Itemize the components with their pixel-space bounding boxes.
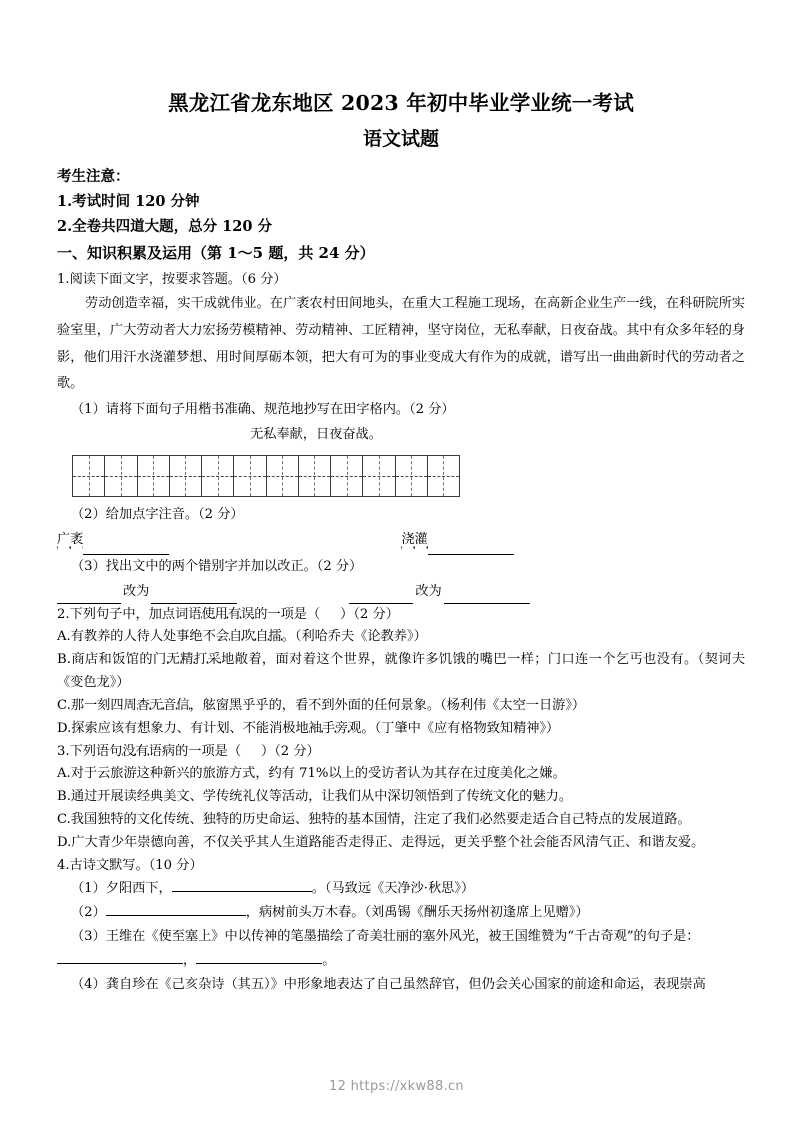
item-3-blank-2[interactable] [196, 950, 322, 964]
tianzige-cell[interactable] [428, 456, 459, 496]
item-3-end: 。 [322, 953, 336, 969]
page-content [57, 88, 745, 997]
question-4-stem: 4.古诗文默写。（10 分） [57, 858, 203, 874]
item-2-text-after: ，病树前头万木春。（刘禹锡《酬乐天扬州初逢席上见赠》） [245, 905, 589, 921]
correction-label-2: 改为 [415, 584, 442, 600]
tianzige-cell[interactable] [363, 456, 395, 496]
tianzige-cell[interactable] [234, 456, 266, 496]
question-2-option-c [57, 695, 745, 718]
question-3-stem-part-c: ）（2 分） [261, 744, 320, 760]
option-text-after: 。（丁肇中《应有格物致知精神》） [361, 721, 560, 737]
option-text-after: 地敞着，面对着这个世界，就像许多饥饿的嘴巴一样；门口连一个乞丐也没有。（契诃夫《变色龙》） [57, 652, 746, 691]
tianzige-cell[interactable] [138, 456, 170, 496]
item-1-text-before: （1）夕阳西下， [71, 881, 172, 897]
pinyin-blank-2[interactable] [428, 541, 514, 555]
question-2-option-d [57, 718, 745, 741]
option-letter: A. [57, 629, 71, 645]
question-4-item-1 [57, 877, 745, 901]
question-3-option-a: A.对于云旅游这种新兴的旅游方式，约有 71%以上的受访者认为其存在过度美化之嫌。 [57, 766, 566, 782]
question-1-sub3-stem: （3）找出文中的两个错别字并加以改正。（2 分） [71, 559, 363, 575]
tianzige-cell[interactable] [396, 456, 428, 496]
page-subtitle: 语文试题 [362, 127, 439, 150]
tianzige-writing-grid[interactable] [72, 455, 460, 497]
question-3-option-b: B.通过开展读经典美文、学传统礼仪等活动，让我们从中深切领悟到了传统文化的魅力。 [57, 789, 573, 805]
question-3-stem [57, 741, 745, 763]
option-dotted-phrase: 袖手旁观 [309, 721, 362, 739]
option-letter: C. [57, 698, 71, 714]
question-1-sub1-sentence: 无私奉献，日夜奋战。 [250, 426, 382, 442]
tianzige-cell[interactable] [170, 456, 202, 496]
section-one-heading: 一、知识积累及运用（第 1～5 题，共 24 分） [57, 244, 375, 263]
tianzige-cell[interactable] [299, 456, 331, 496]
question-1-sub1-stem: （1）请将下面句子用楷书准确、规范地抄写在田字格内。（2 分） [71, 401, 455, 417]
correction-row-spacer [237, 579, 349, 604]
tianzige-cell[interactable] [105, 456, 137, 496]
page-title: 黑龙江省龙东地区 2023 年初中毕业学业统一考试 [168, 91, 634, 115]
option-text-after: ，舷窗黑乎乎的，看不到外面的任何景象。（杨利伟《太空一日游》） [189, 698, 586, 714]
question-4-item-4: （4）龚自珍在《己亥杂诗（其五）》中形象地表达了自己虽然辞官，但仍会关心国家的前途和命运，表现崇高 [71, 977, 706, 993]
correction-group-2 [349, 579, 529, 604]
correction-blank-1a[interactable] [57, 590, 121, 604]
question-2-stem-dotted: 使用有误 [201, 607, 254, 625]
correction-blank-1b[interactable] [151, 590, 237, 604]
question-1-stem: 1.阅读下面文字，按要求答题。（6 分） [57, 272, 287, 288]
question-3-stem-part-b: 语病的一项是（ [148, 744, 242, 760]
question-1-sub2-answer-row [57, 527, 745, 555]
question-2-option-a [57, 626, 745, 649]
option-text-after: 。（利哈乔夫《论教养》） [281, 629, 427, 645]
pinyin-word-1-group [57, 527, 169, 555]
question-1-passage: 劳动创造幸福，实干成就伟业。在广袤农村田间地头，在重大工程施工现场，在高新企业生产一线，在科研院所实验室里，广大劳动者大力宏扬劳模精神、劳动精神、工匠精神，坚守岗位，无私奉献，日夜奋战。其中有众多年轻的身影，他们用汗水浇灌梦想、用时间厚砺本领，把大有可为的事业变成大有作为的成就，谱写出一曲曲新时代的劳动者之歌。 [57, 296, 745, 392]
correction-blank-2a[interactable] [349, 590, 413, 604]
pinyin-row-spacer [169, 527, 401, 555]
option-letter: D. [57, 721, 72, 737]
notice-heading: 考生注意： [57, 168, 130, 186]
option-text-before: 那一刻四周 [70, 698, 137, 714]
item-2-blank[interactable] [106, 902, 246, 916]
correction-label-1: 改为 [123, 584, 150, 600]
pinyin-word-2-group [401, 527, 513, 555]
option-letter: B. [57, 652, 71, 668]
item-1-text-after: 。（马致远《天净沙·秋思》） [311, 881, 475, 897]
option-text-before: 商店和饭馆的门 [70, 652, 167, 668]
question-2-stem-part-c: ）（2 分） [340, 607, 399, 623]
question-3-option-c: C.我国独特的文化传统、独特的历史命运、独特的基本国情，注定了我们必然要走适合自己特点的发展道路。 [57, 812, 691, 828]
question-3-stem-part-a: 3.下列语句 [57, 744, 123, 760]
tianzige-cell[interactable] [202, 456, 234, 496]
option-dotted-phrase: 杳无音信 [137, 698, 190, 716]
question-1-sub2-stem: （2）给加点字注音。（2 分） [71, 506, 244, 522]
question-4-item-3-answer-row [57, 949, 745, 973]
question-2-stem [57, 604, 745, 626]
option-dotted-phrase: 无精打采 [167, 652, 221, 670]
tianzige-cell[interactable] [267, 456, 299, 496]
question-4-item-3: （3）王维在《使至塞上》中以传神的笔墨描绘了奇美壮丽的塞外风光，被王国维赞为“千古奇观”的句子是： [71, 929, 700, 945]
pinyin-word-1: 广袤 [57, 527, 83, 555]
notice-item-1: 1.考试时间 120 分钟 [57, 193, 200, 211]
tianzige-cell[interactable] [331, 456, 363, 496]
question-4-item-2 [57, 901, 745, 925]
question-3-stem-dotted: 没有 [122, 744, 148, 762]
question-2-option-b [57, 649, 745, 695]
option-text-before: 有教养的人待人处事绝不会 [70, 629, 229, 645]
question-2-stem-part-b: 的一项是（ [254, 607, 321, 623]
item-3-blank-1[interactable] [57, 950, 183, 964]
item-2-text-before: （2） [71, 905, 106, 921]
question-3-option-d: D.广大青少年崇德向善，不仅关乎其人生道路能否走得正、走得远，更关乎整个社会能否风清气正、和谐友爱。 [57, 835, 705, 851]
tianzige-grid-wrapper [72, 455, 745, 497]
question-1-sub3-answer-row [57, 579, 745, 604]
question-2-stem-part-a: 2.下列句子中，加点词语 [57, 607, 202, 623]
notice-item-2: 2.全卷共四道大题，总分 120 分 [57, 218, 272, 236]
correction-blank-2b[interactable] [444, 590, 530, 604]
option-dotted-phrase: 自吹自擂 [229, 629, 282, 647]
tianzige-cell[interactable] [73, 456, 105, 496]
footer-watermark: 12 https://xkw88.cn [329, 1079, 464, 1094]
pinyin-word-2: 浇灌 [401, 527, 427, 555]
item-3-separator: ， [183, 953, 197, 969]
option-text-before: 探索应该有想象力、有计划、不能消极地 [71, 721, 309, 737]
item-1-blank[interactable] [172, 878, 312, 892]
correction-group-1 [57, 579, 237, 604]
pinyin-blank-1[interactable] [83, 541, 169, 555]
